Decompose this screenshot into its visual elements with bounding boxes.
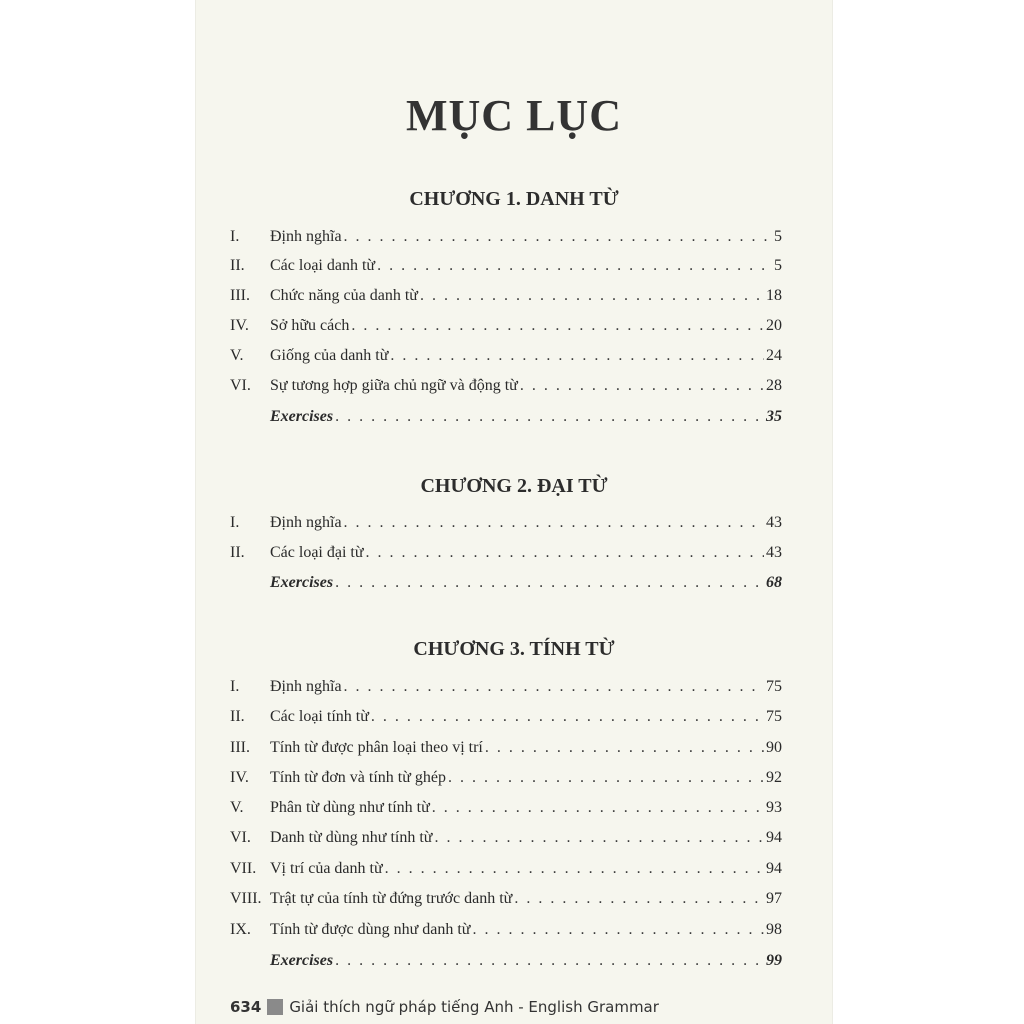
- dot-leader: [434, 826, 764, 850]
- entry-number: V.: [230, 799, 244, 816]
- entry-page: 92: [766, 769, 782, 786]
- entry-page: 5: [774, 228, 782, 245]
- toc-entry: [230, 918, 782, 942]
- entry-label: Định nghĩa: [270, 228, 342, 245]
- toc-entry: [230, 374, 782, 398]
- footer-book-title: Giải thích ngữ pháp tiếng Anh - English Grammar: [289, 998, 659, 1016]
- entry-page: 43: [766, 514, 782, 531]
- entry-number: III.: [230, 287, 250, 304]
- entry-label: Giống của danh từ: [270, 347, 389, 364]
- entry-label: Phân từ dùng như tính từ: [270, 799, 430, 816]
- entry-label: Các loại danh từ: [270, 257, 376, 274]
- dot-leader: [371, 705, 764, 729]
- entry-label: Các loại đại từ: [270, 544, 364, 561]
- entry-label: Exercises: [270, 408, 334, 425]
- entry-number: III.: [230, 739, 250, 756]
- toc-entry-exercises: [230, 405, 782, 429]
- toc-entry: [230, 344, 782, 368]
- toc-entry-exercises: [230, 571, 782, 595]
- entry-page: 90: [766, 739, 782, 756]
- toc-entry: [230, 766, 782, 790]
- dot-leader: [432, 796, 764, 820]
- entry-number: I.: [230, 228, 240, 245]
- entry-label: Tính từ đơn và tính từ ghép: [270, 769, 447, 786]
- dot-leader: [344, 675, 764, 699]
- page-title: MỤC LỤC: [406, 91, 622, 140]
- toc-entry: [230, 254, 782, 278]
- entry-label: Danh từ dùng như tính từ: [270, 829, 433, 846]
- entry-page: 94: [766, 829, 782, 846]
- footer-square-icon: [267, 999, 283, 1015]
- entry-page: 35: [766, 408, 782, 425]
- toc-entry: [230, 796, 782, 820]
- dot-leader: [448, 766, 764, 790]
- dot-leader: [485, 736, 764, 760]
- entry-number: I.: [230, 678, 240, 695]
- entry-page: 24: [766, 347, 782, 364]
- footer-page-number: 634: [230, 998, 262, 1016]
- entry-page: 99: [766, 952, 782, 969]
- toc-entry: [230, 826, 782, 850]
- entry-label: Exercises: [270, 574, 334, 591]
- entry-page: 97: [766, 890, 782, 907]
- toc-entry: [230, 705, 782, 729]
- entry-number: II.: [230, 544, 245, 561]
- chapter-1-title: CHƯƠNG 1. DANH TỪ: [409, 188, 619, 210]
- dot-leader: [335, 571, 764, 595]
- toc-entry: [230, 541, 782, 565]
- entry-page: 75: [766, 708, 782, 725]
- dot-leader: [351, 314, 764, 338]
- entry-page: 28: [766, 377, 782, 394]
- toc-entry: [230, 511, 782, 535]
- dot-leader: [390, 344, 764, 368]
- toc-entry: [230, 675, 782, 699]
- entry-label: Exercises: [270, 952, 334, 969]
- entry-number: I.: [230, 514, 240, 531]
- entry-page: 43: [766, 544, 782, 561]
- entry-page: 93: [766, 799, 782, 816]
- entry-label: Các loại tính từ: [270, 708, 369, 725]
- toc-entry-exercises: [230, 949, 782, 973]
- chapter-2-title: CHƯƠNG 2. ĐẠI TỪ: [420, 475, 608, 497]
- dot-leader: [520, 374, 764, 398]
- entry-number: II.: [230, 257, 245, 274]
- entry-number: IV.: [230, 317, 249, 334]
- entry-page: 75: [766, 678, 782, 695]
- entry-label: Tính từ được phân loại theo vị trí: [270, 739, 483, 756]
- entry-label: Trật tự của tính từ đứng trước danh từ: [270, 890, 513, 907]
- entry-label: Định nghĩa: [270, 678, 342, 695]
- entry-label: Sự tương hợp giữa chủ ngữ và động từ: [270, 377, 518, 394]
- dot-leader: [385, 857, 764, 881]
- toc-entry: [230, 314, 782, 338]
- dot-leader: [344, 225, 772, 249]
- dot-leader: [335, 405, 764, 429]
- entry-number: VII.: [230, 860, 257, 877]
- entry-number: VI.: [230, 377, 251, 394]
- toc-entry: [230, 225, 782, 249]
- toc-entry: [230, 887, 782, 911]
- entry-label: Vị trí của danh từ: [270, 860, 383, 877]
- entry-number: IV.: [230, 769, 249, 786]
- toc-entry: [230, 857, 782, 881]
- book-page: [196, 0, 832, 1024]
- dot-leader: [344, 511, 764, 535]
- dot-leader: [377, 254, 772, 278]
- chapter-3-title: CHƯƠNG 3. TÍNH TỪ: [413, 638, 615, 660]
- dot-leader: [335, 949, 764, 973]
- entry-number: VI.: [230, 829, 251, 846]
- entry-page: 18: [766, 287, 782, 304]
- entry-number: VIII.: [230, 890, 262, 907]
- entry-page: 68: [766, 574, 782, 591]
- entry-page: 94: [766, 860, 782, 877]
- dot-leader: [420, 284, 764, 308]
- entry-label: Chức năng của danh từ: [270, 287, 418, 304]
- entry-page: 5: [774, 257, 782, 274]
- toc-entry: [230, 736, 782, 760]
- dot-leader: [472, 918, 764, 942]
- entry-number: II.: [230, 708, 245, 725]
- dot-leader: [514, 887, 764, 911]
- entry-label: Định nghĩa: [270, 514, 342, 531]
- toc-entry: [230, 284, 782, 308]
- entry-number: IX.: [230, 921, 251, 938]
- entry-label: Sở hữu cách: [270, 317, 350, 334]
- entry-label: Tính từ được dùng như danh từ: [270, 921, 471, 938]
- entry-number: V.: [230, 347, 244, 364]
- page-footer: [230, 998, 659, 1016]
- entry-page: 98: [766, 921, 782, 938]
- dot-leader: [366, 541, 764, 565]
- entry-page: 20: [766, 317, 782, 334]
